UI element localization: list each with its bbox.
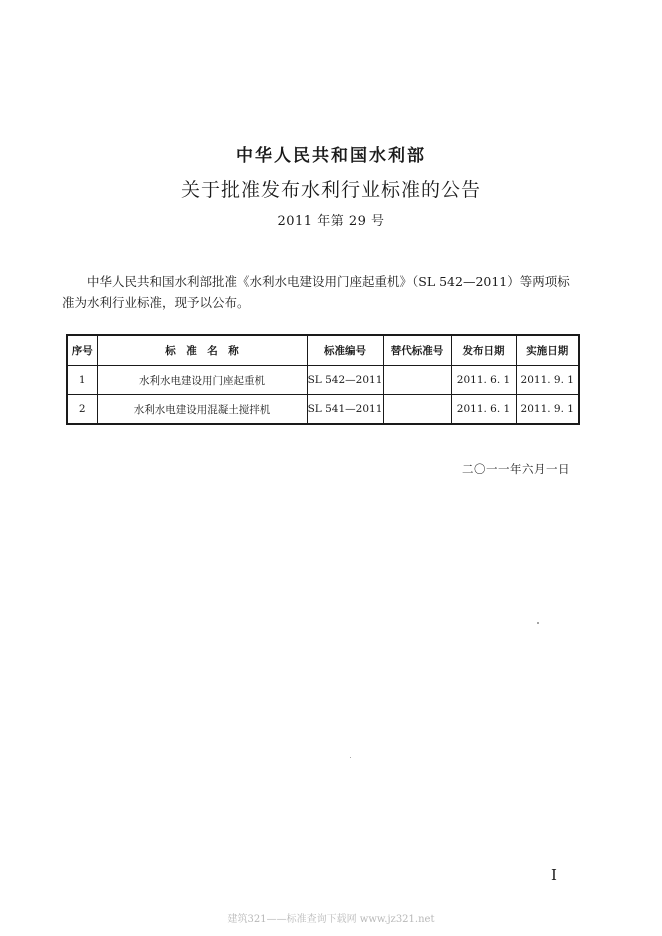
cell-replaced xyxy=(383,395,451,425)
cell-code: SL 542—2011 xyxy=(307,366,383,395)
cell-publish-date: 2011. 6. 1 xyxy=(451,366,516,395)
col-header-index: 序号 xyxy=(67,335,97,366)
standards-table xyxy=(66,334,580,425)
page-number: I xyxy=(551,866,557,884)
cell-publish-date: 2011. 6. 1 xyxy=(451,395,516,425)
table-row xyxy=(67,395,579,425)
scan-speck xyxy=(537,622,539,624)
cell-index: 1 xyxy=(67,366,97,395)
announcement-paragraph: 中华人民共和国水利部批准《水利水电建设用门座起重机》（SL 542—2011）等两项标准为水利行业标准，现予以公布。 xyxy=(62,273,570,310)
cell-name: 水利水电建设用门座起重机 xyxy=(97,366,307,395)
issuing-ministry: 中华人民共和国水利部 xyxy=(236,146,426,166)
cell-name: 水利水电建设用混凝土搅拌机 xyxy=(97,395,307,425)
scan-speck xyxy=(350,757,351,758)
signature-date: 二〇一一年六月一日 xyxy=(462,462,570,476)
col-header-name: 标 准 名 称 xyxy=(97,335,307,366)
col-header-publish-date: 发布日期 xyxy=(451,335,516,366)
cell-code: SL 541—2011 xyxy=(307,395,383,425)
table-header-row xyxy=(67,335,579,366)
page-title: 关于批准发布水利行业标准的公告 xyxy=(180,179,481,201)
col-header-code: 标准编号 xyxy=(307,335,383,366)
cell-effective-date: 2011. 9. 1 xyxy=(516,366,579,395)
col-header-replaced: 替代标准号 xyxy=(383,335,451,366)
col-header-effective-date: 实施日期 xyxy=(516,335,579,366)
cell-effective-date: 2011. 9. 1 xyxy=(516,395,579,425)
cell-replaced xyxy=(383,366,451,395)
document-number: 2011 年第 29 号 xyxy=(277,214,385,229)
footer-watermark: 建筑321——标准查询下载网 www.jz321.net xyxy=(227,914,435,925)
cell-index: 2 xyxy=(67,395,97,425)
table-row xyxy=(67,366,579,395)
